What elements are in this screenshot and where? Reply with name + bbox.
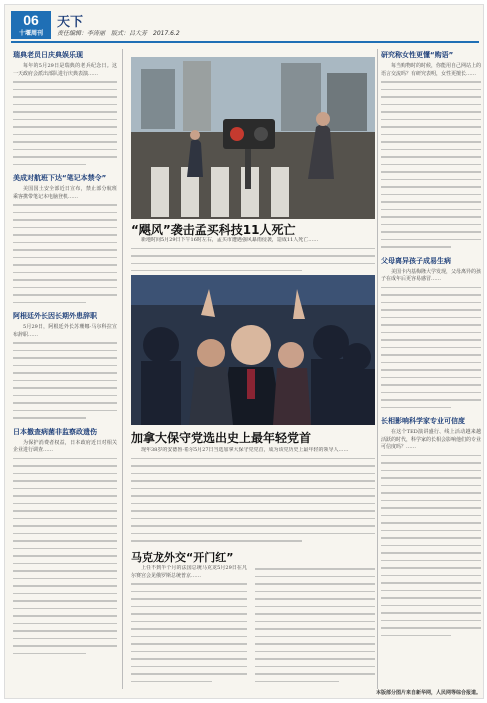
article-lead: 5月29日，阿根廷外长苏珊娜·马尔科拉宣布辞职…… (13, 324, 117, 338)
page-number-badge (11, 11, 51, 39)
article-headline: 长相影响科学家专业可信度 (381, 417, 465, 425)
photo-street-crossing (131, 57, 375, 219)
headline-macron: 马克龙外交“开门红” (131, 551, 234, 564)
article-headline: 父母离异孩子成易生病 (381, 256, 451, 265)
macron-article-col1 (131, 565, 247, 685)
article-lead: 美国卡内基梅隆大学发现，父母离异的孩子在成年后更容易感冒…… (381, 268, 481, 282)
article-lead: 在这个TED演讲盛行、线上活动越来越活跃的时代，科学家的长相会影响他们的专业可信度吗？…… (381, 429, 481, 450)
article-headline: 日本撤查病菌非监察政遗伤 (13, 427, 97, 436)
party-article (131, 447, 375, 547)
article-headline: 阿根廷外长因长期外患辞职 (13, 312, 97, 320)
typhoon-article (131, 237, 375, 271)
section-title: 天下 (57, 15, 84, 30)
article-lead: 现年38岁的安德鲁·希尔5月27日当选加拿大保守党党首，成为该党历史上最年轻的领导人…… (141, 447, 349, 453)
column-divider (377, 49, 378, 689)
macron-article-col2 (255, 565, 375, 685)
page-name: 十堰周刊 (18, 31, 43, 37)
photo-party-leader (131, 275, 375, 425)
article-headline: 研究称女性更懂“购语” (381, 51, 454, 59)
headline-typhoon: “飓风”袭击孟买科技11人死亡 (131, 223, 296, 237)
article-lead: 美国国土安全部近日宣布，禁止部分航班乘客携带笔记本电脑登机…… (13, 186, 117, 200)
article-headline: 瑞典老员日庆典娱乐现 (13, 51, 83, 59)
article-lead: 上任不到半个月的法国总统马克龙5月29日在凡尔赛宫会见俄罗斯总统普京…… (131, 565, 247, 579)
headline-party: 加拿大保守党选出史上最年轻党首 (131, 431, 312, 445)
article-lead: 新地时间5月29日下午16时左右，孟买市遭遇强风暴雨侵袭，造成11人死亡…… (141, 237, 319, 243)
editor-credits: 责任编辑：李涛丽 版式：吕大芳 2017.6.2 (57, 30, 180, 37)
left-column (13, 49, 117, 689)
article-headline: 美成对航班下达“笔记本禁令” (13, 174, 107, 182)
page-header (11, 11, 479, 41)
column-divider (122, 49, 123, 689)
article-lead: 为保护消费者权益，日本政府近日对相关企业进行调查…… (13, 439, 117, 453)
footer-note: 本版部分图片来自新华网，人民网等综合报道。 (375, 690, 481, 696)
article-lead: 每年的5月29日是瑞典的老兵纪念日。这一天政府会派出部队进行庆典表演…… (13, 63, 117, 77)
page-number: 06 (23, 12, 39, 28)
header-divider (11, 41, 479, 43)
article-lead: 每当购物时的时候，你能用自己网站上的语言交流吗？有研究表明，女性更擅长…… (381, 63, 481, 77)
newspaper-page (4, 4, 484, 699)
right-column (381, 49, 481, 689)
